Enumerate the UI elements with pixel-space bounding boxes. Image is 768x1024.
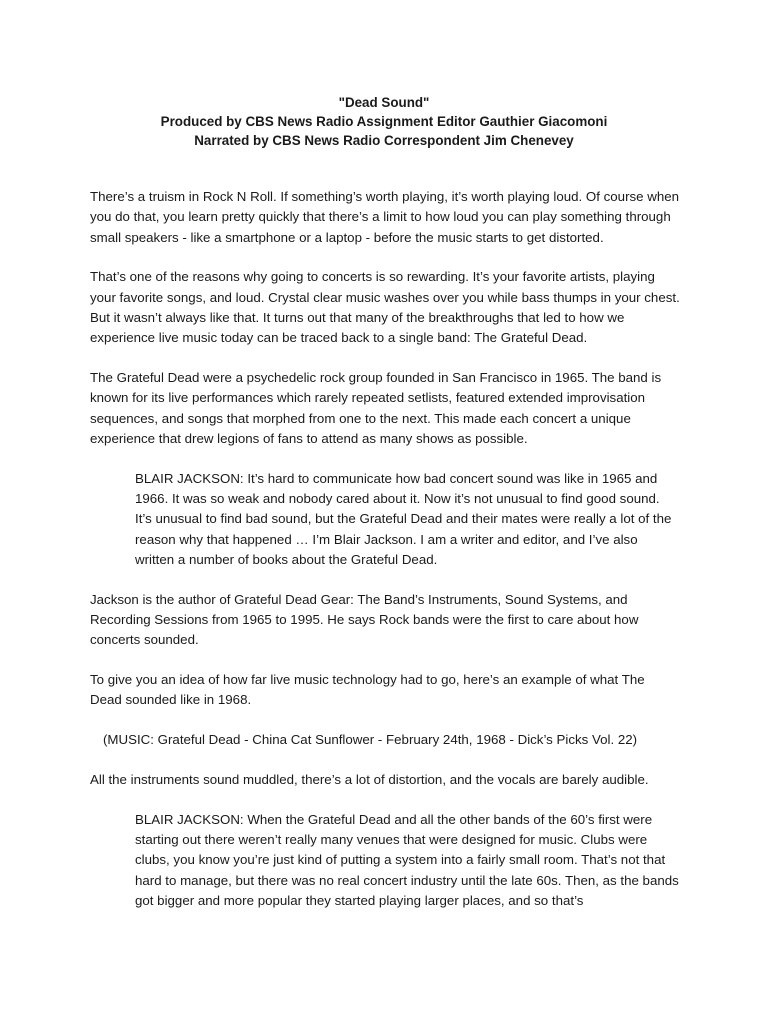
- document-header: [0, 93, 768, 150]
- paragraph-grateful-dead: The Grateful Dead were a psychedelic rock group founded in San Francisco in 1965. The band is known for its live performances which rarely repeated setlists, featured extended improvisation sequences, and songs that morphed from one to the next. This made each concert a unique experience that drew legions of fans to attend as many shows as possible.: [90, 370, 662, 446]
- quote-blair-jackson-2: BLAIR JACKSON: When the Grateful Dead and all the other bands of the 60’s first were starting out there weren’t really many venues that were designed for music. Clubs were clubs, you know you’re just kind of putting a system into a fairly small room. That’s not that hard to manage, but there was no real concert industry until the late 60s. Then, as the bands got bigger and more popular they started playing larger places, and so that’s: [135, 811, 679, 909]
- narrator-credit: Narrated by CBS News Radio Correspondent Jim Chenevey: [194, 133, 574, 148]
- paragraph-muddled: All the instruments sound muddled, there’s a lot of distortion, and the vocals are barely audible.: [90, 772, 649, 788]
- quote-blair-jackson-1: BLAIR JACKSON: It’s hard to communicate how bad concert sound was like in 1965 and 1966. It was so weak and nobody cared about it. Now it’s not unusual to find good sound. It’s unusual to find bad sound, but the Grateful Dead and their mates were really a lot of the reason why that happened … I’m Blair Jackson. I am a writer and editor, and I’ve also written a number of books about the Grateful Dead.: [135, 470, 672, 567]
- document-title: "Dead Sound": [338, 95, 430, 110]
- document-body: [90, 187, 680, 911]
- music-cue: (MUSIC: Grateful Dead - China Cat Sunflower - February 24th, 1968 - Dick’s Picks Vol. 22): [103, 732, 638, 748]
- paragraph-jackson-author: Jackson is the author of Grateful Dead Gear: The Band’s Instruments, Sound Systems, and Recording Sessions from 1965 to 1995. He says Rock bands were the first to care about how concerts sounded.: [90, 591, 639, 648]
- producer-credit: Produced by CBS News Radio Assignment Editor Gauthier Giacomoni: [160, 114, 608, 129]
- paragraph-example: To give you an idea of how far live music technology had to go, here’s an example of what The Dead sounded like in 1968.: [90, 672, 645, 708]
- paragraph-concerts: That’s one of the reasons why going to concerts is so rewarding. It’s your favorite artists, playing your favorite songs, and loud. Crystal clear music washes over you while bass thumps in your chest. But it wasn’t always like that. It turns out that many of the breakthroughs that led to how we experience live music today can be traced back to a single band: The Grateful Dead.: [90, 269, 680, 346]
- paragraph-intro: There’s a truism in Rock N Roll. If something’s worth playing, it’s worth playing loud. Of course when you do that, you learn pretty quickly that there’s a limit to how loud you can play something through small speakers - like a smartphone or a laptop - before the music starts to get distorted.: [90, 189, 680, 245]
